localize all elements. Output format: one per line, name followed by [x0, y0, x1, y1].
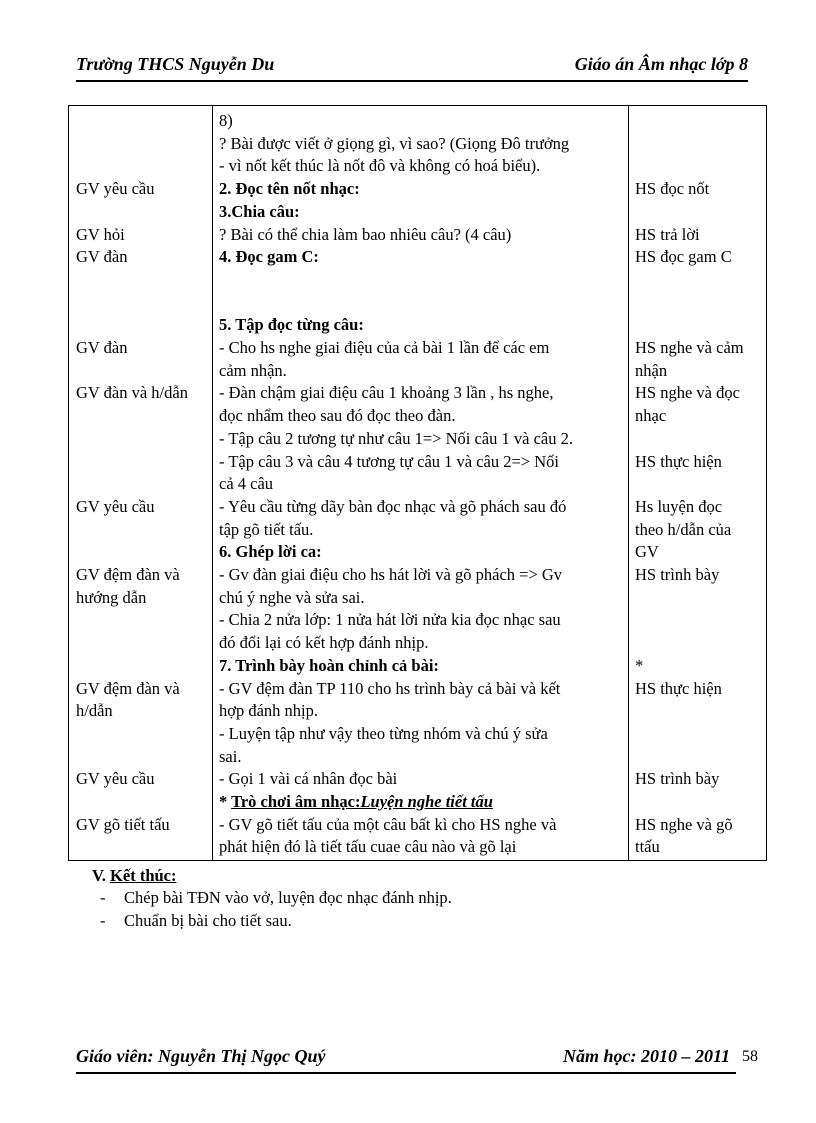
lesson-table — [68, 105, 767, 861]
game-title: Trò chơi âm nhạc: — [231, 792, 361, 811]
ending-label: V. — [92, 866, 111, 885]
game-heading — [219, 791, 493, 813]
lesson-content: cảm nhận. — [219, 360, 287, 380]
school-year: Năm học: 2010 – 2011 — [563, 1046, 731, 1066]
lesson-content: 6. Ghép lời ca: — [219, 542, 322, 562]
lesson-content: - Gọi 1 vài cá nhân đọc bài — [219, 769, 398, 789]
lesson-content: tập gõ tiết tấu. — [219, 519, 314, 539]
student-activity: nhạc — [635, 406, 667, 426]
student-activity: Hs luyện đọc — [635, 496, 723, 516]
lesson-content: hợp đánh nhịp. — [219, 701, 319, 721]
student-activity: * — [635, 655, 644, 675]
student-activity: HS nghe và gõ — [635, 814, 733, 834]
teacher-activity: GV yêu cầu — [76, 769, 155, 789]
lesson-content: phát hiện đó là tiết tấu cuae câu nào và gõ lại — [219, 837, 517, 857]
lesson-content: 8) — [219, 111, 233, 130]
bullet-dash: - — [100, 911, 106, 930]
teacher-activity: GV đệm đàn và — [76, 678, 180, 698]
teacher-activity: GV yêu cầu — [76, 179, 155, 199]
student-activity: HS nghe và đọc — [635, 383, 740, 403]
student-activity: theo h/dẫn của — [635, 519, 732, 539]
teacher-name: Giáo viên: Nguyễn Thị Ngọc Quý — [76, 1046, 326, 1066]
lesson-content: cả 4 câu — [219, 474, 274, 494]
lesson-content: đọc nhẩm theo sau đó đọc theo đàn. — [219, 406, 456, 426]
student-activity: HS thực hiện — [635, 678, 722, 698]
teacher-activity: GV yêu cầu — [76, 496, 155, 516]
student-activity: GV — [635, 542, 659, 562]
lesson-content: - Yêu cầu từng dãy bàn đọc nhạc và gõ phách sau đó — [219, 496, 567, 516]
document-title: Giáo án Âm nhạc lớp 8 — [574, 54, 748, 74]
lesson-content: - GV gõ tiết tấu của một câu bất kì cho HS nghe và — [219, 814, 557, 834]
lesson-content: - Tập câu 2 tương tự như câu 1=> Nối câu 1 và câu 2. — [219, 428, 573, 448]
student-activity: HS trình bày — [635, 769, 720, 789]
teacher-activity: hướng dẫn — [76, 587, 147, 607]
column-divider — [628, 106, 629, 860]
lesson-content: - Chia 2 nửa lớp: 1 nửa hát lời nửa kia đọc nhạc sau — [219, 610, 561, 630]
column-divider — [212, 106, 213, 860]
lesson-content: ? Bài được viết ở giọng gì, vì sao? (Giọng Đô trưởng — [219, 133, 570, 153]
ending-item-text: Chép bài TĐN vào vở, luyện đọc nhạc đánh nhịp. — [124, 888, 452, 907]
bullet-dash: - — [100, 888, 106, 907]
lesson-content: - Tập câu 3 và câu 4 tương tự câu 1 và câu 2=> Nối — [219, 451, 559, 471]
lesson-content: 4. Đọc gam C: — [219, 247, 319, 267]
game-subtitle: Luyện nghe tiết tấu — [360, 792, 493, 811]
lesson-content: ? Bài có thể chia làm bao nhiêu câu? (4 câu) — [219, 224, 512, 244]
lesson-content: - GV đệm đàn TP 110 cho hs trình bày cả bài và kết — [219, 678, 561, 698]
student-activity: HS trả lời — [635, 224, 700, 244]
lesson-content: đó đổi lại có kết hợp đánh nhịp. — [219, 633, 429, 653]
ending-heading — [92, 865, 177, 887]
lesson-content: - Đàn chậm giai điệu câu 1 khoảng 3 lần , hs nghe, — [219, 383, 554, 403]
lesson-content: chú ý nghe và sửa sai. — [219, 587, 365, 607]
lesson-content: 3.Chia câu: — [219, 201, 300, 221]
teacher-activity: h/dẫn — [76, 701, 113, 721]
student-activity: HS đọc nốt — [635, 179, 710, 199]
student-activity: HS trình bày — [635, 565, 720, 584]
student-activity: HS thực hiện — [635, 451, 722, 471]
lesson-content: 2. Đọc tên nốt nhạc: — [219, 179, 360, 199]
teacher-activity: GV đàn — [76, 247, 128, 267]
student-activity: HS nghe và cảm — [635, 338, 744, 357]
student-activity: nhận — [635, 360, 668, 380]
teacher-activity: GV hỏi — [76, 224, 125, 244]
ending-title: Kết thúc: — [110, 866, 177, 885]
lesson-content: sai. — [219, 746, 242, 766]
school-name: Trường THCS Nguyễn Du — [76, 54, 275, 74]
page-header — [76, 52, 748, 82]
student-activity: HS đọc gam C — [635, 247, 732, 267]
teacher-activity: GV đàn — [76, 338, 128, 357]
footer-rule — [76, 1072, 736, 1074]
page-number: 58 — [742, 1048, 758, 1065]
lesson-content: 7. Trình bày hoàn chỉnh cả bài: — [219, 655, 439, 675]
game-star: * — [219, 792, 232, 811]
teacher-activity: GV đệm đàn và — [76, 565, 180, 584]
ending-item-text: Chuẩn bị bài cho tiết sau. — [124, 911, 292, 930]
teacher-activity: GV đàn và h/dẫn — [76, 383, 188, 403]
teacher-activity: GV gõ tiết tấu — [76, 814, 170, 834]
lesson-content: - Luyện tập như vậy theo từng nhóm và chú ý sửa — [219, 723, 548, 743]
student-activity: ttấu — [635, 837, 660, 857]
lesson-content: - Cho hs nghe giai điệu của cả bài 1 lần để các em — [219, 338, 550, 357]
lesson-content: 5. Tập đọc từng câu: — [219, 315, 364, 335]
lesson-content: - vì nốt kết thúc là nốt đô và không có hoá biểu). — [219, 156, 541, 176]
lesson-content: - Gv đàn giai điệu cho hs hát lời và gõ phách => Gv — [219, 565, 563, 584]
